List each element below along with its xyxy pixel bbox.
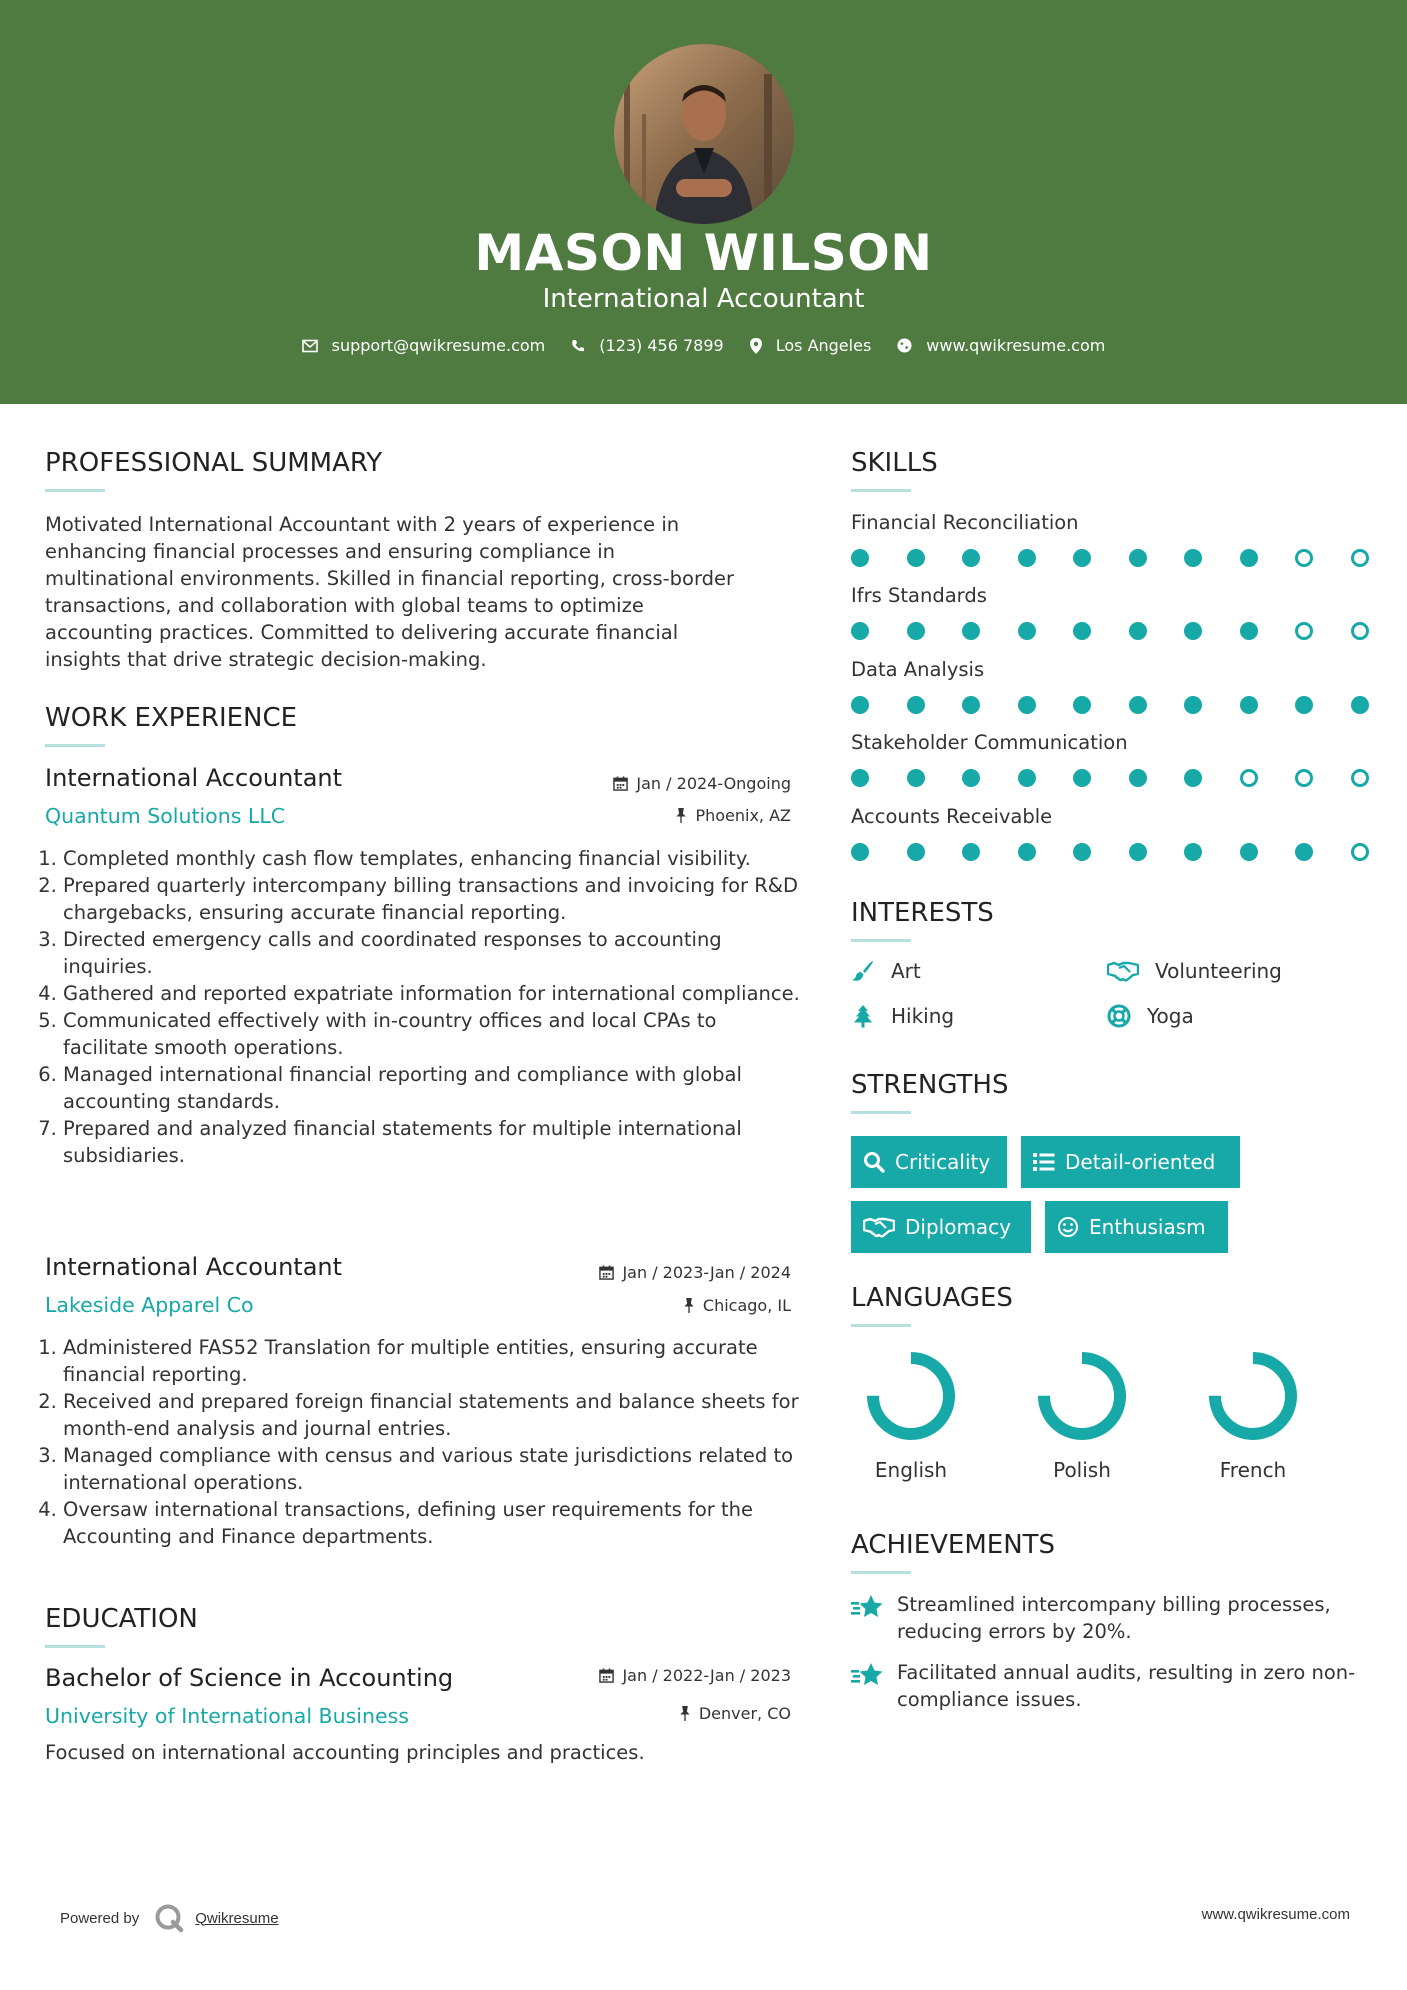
education-location <box>679 1704 791 1723</box>
tree-icon <box>851 1004 875 1028</box>
contact-location-text: Los Angeles <box>775 336 872 355</box>
skill-dot-filled <box>1351 696 1369 714</box>
skill-dot-filled <box>907 622 925 640</box>
interest-label: Art <box>891 959 921 983</box>
envelope-icon <box>302 339 318 353</box>
skill-name: Financial Reconciliation <box>851 511 1079 534</box>
skill-dot-filled <box>1073 622 1091 640</box>
interest-label: Volunteering <box>1155 959 1282 983</box>
handshake-icon <box>1107 960 1139 982</box>
pushpin-icon <box>679 1706 691 1721</box>
strength-criticality <box>851 1136 1007 1188</box>
language-ring <box>1203 1346 1303 1446</box>
skill-dot-empty <box>1295 769 1313 787</box>
job-title: International Accountant <box>45 1253 343 1281</box>
summary-line: Motivated International Accountant with 2 years of experience in <box>45 513 680 536</box>
job-responsibilities <box>45 845 805 1169</box>
strength-detail-oriented <box>1021 1136 1240 1188</box>
calendar-icon <box>599 1265 614 1280</box>
skill-dot-filled <box>962 549 980 567</box>
contact-email-text: support@qwikresume.com <box>331 336 546 355</box>
languages-heading: LANGUAGES <box>851 1283 1013 1313</box>
contact-website-text: www.qwikresume.com <box>926 336 1106 355</box>
list-item: 1. Completed monthly cash flow templates, enhancing financial visibility. <box>63 845 805 872</box>
skill-dot-filled <box>1129 769 1147 787</box>
qwikresume-logo-icon <box>153 1902 185 1934</box>
star-icon <box>851 1593 885 1621</box>
skill-dot-filled <box>1129 843 1147 861</box>
skill-dot-filled <box>851 622 869 640</box>
education-heading: EDUCATION <box>45 1604 198 1634</box>
language-level-arc <box>873 1358 949 1434</box>
skill-dot-filled <box>1240 696 1258 714</box>
summary-heading: PROFESSIONAL SUMMARY <box>45 448 383 478</box>
strength-label: Enthusiasm <box>1089 1215 1206 1239</box>
skill-rating <box>851 843 1365 863</box>
skill-dot-empty <box>1351 769 1369 787</box>
list-item: 5. Communicated effectively with in-country offices and local CPAs to facilitate smooth operations. <box>63 1007 805 1061</box>
strength-label: Diplomacy <box>905 1215 1012 1239</box>
interest-art <box>851 959 921 983</box>
language-level-arc <box>1215 1358 1291 1434</box>
skill-dot-filled <box>907 696 925 714</box>
summary-line: multinational environments. Skilled in financial reporting, cross-border <box>45 567 735 590</box>
education-description: Focused on international accounting principles and practices. <box>45 1741 645 1764</box>
achievement-text: Streamlined intercompany billing processes, reducing errors by 20%. <box>897 1593 1331 1643</box>
skill-name: Ifrs Standards <box>851 584 987 607</box>
experience-underline <box>45 744 105 747</box>
strength-label: Criticality <box>895 1150 991 1174</box>
language-ring <box>1032 1346 1132 1446</box>
education-dates-text: Jan / 2022-Jan / 2023 <box>622 1666 791 1685</box>
pushpin-icon <box>683 1298 695 1313</box>
footer-powered-by <box>60 1902 279 1934</box>
strength-label: Detail-oriented <box>1065 1150 1216 1174</box>
handshake-icon <box>863 1216 895 1238</box>
interests-underline <box>851 939 911 942</box>
header-banner <box>0 0 1407 404</box>
school-name: University of International Business <box>45 1704 409 1728</box>
phone-icon <box>571 339 585 353</box>
language-level-arc <box>1044 1358 1120 1434</box>
interests-heading: INTERESTS <box>851 898 994 928</box>
skill-rating <box>851 549 1365 569</box>
skill-dot-filled <box>1129 549 1147 567</box>
skill-dot-filled <box>1018 622 1036 640</box>
skills-underline <box>851 489 911 492</box>
skill-dot-filled <box>1184 769 1202 787</box>
list-item: 4. Oversaw international transactions, defining user requirements for the Accounting and Finance departments. <box>63 1496 805 1550</box>
profile-photo-image <box>614 44 794 224</box>
qwikresume-link[interactable]: Qwikresume <box>195 1909 279 1927</box>
skill-dot-filled <box>1073 696 1091 714</box>
job-company: Lakeside Apparel Co <box>45 1293 254 1317</box>
skill-dot-filled <box>1073 769 1091 787</box>
pushpin-icon <box>675 808 687 823</box>
powered-by-label: Powered by <box>60 1909 140 1927</box>
strengths-underline <box>851 1111 911 1114</box>
list-item: 3. Managed compliance with census and various state jurisdictions related to international operations. <box>63 1442 805 1496</box>
list-item: 2. Prepared quarterly intercompany billing transactions and invoicing for R&D chargebacks, ensuring accurate financial reporting. <box>63 872 805 926</box>
job-dates-text: Jan / 2024-Ongoing <box>636 774 791 793</box>
skill-dot-filled <box>1018 843 1036 861</box>
skill-dot-filled <box>907 549 925 567</box>
achievement-item <box>851 1659 1371 1713</box>
candidate-title: International Accountant <box>542 284 865 314</box>
skill-dot-filled <box>1073 549 1091 567</box>
skill-dot-empty <box>1240 769 1258 787</box>
language-ring <box>861 1346 961 1446</box>
skill-dot-empty <box>1295 622 1313 640</box>
skill-dot-filled <box>962 622 980 640</box>
skill-dot-filled <box>1018 549 1036 567</box>
contact-bar <box>0 336 1407 355</box>
skill-name: Stakeholder Communication <box>851 731 1128 754</box>
interest-yoga <box>1107 1004 1194 1028</box>
skill-dot-filled <box>907 769 925 787</box>
job-dates-text: Jan / 2023-Jan / 2024 <box>622 1263 791 1282</box>
skill-dot-filled <box>1184 549 1202 567</box>
contact-phone-text: (123) 456 7899 <box>599 336 724 355</box>
skill-rating <box>851 622 1365 642</box>
skill-name: Accounts Receivable <box>851 805 1053 828</box>
skill-dot-filled <box>962 769 980 787</box>
experience-heading: WORK EXPERIENCE <box>45 703 298 733</box>
paintbrush-icon <box>851 959 875 983</box>
skill-dot-filled <box>851 843 869 861</box>
job-location-text: Phoenix, AZ <box>695 806 791 825</box>
contact-website[interactable] <box>897 336 1105 355</box>
job-company: Quantum Solutions LLC <box>45 804 286 828</box>
strength-enthusiasm <box>1045 1201 1228 1253</box>
contact-email[interactable] <box>302 336 546 355</box>
skills-heading: SKILLS <box>851 448 938 478</box>
skill-dot-filled <box>1295 696 1313 714</box>
map-marker-icon <box>750 338 762 354</box>
list-item: 1. Administered FAS52 Translation for multiple entities, ensuring accurate financial reporting. <box>63 1334 805 1388</box>
achievement-text: Facilitated annual audits, resulting in zero non-compliance issues. <box>897 1661 1356 1711</box>
skill-dot-filled <box>1184 696 1202 714</box>
skill-rating <box>851 696 1365 716</box>
achievements-heading: ACHIEVEMENTS <box>851 1530 1056 1560</box>
list-item: 4. Gathered and reported expatriate information for international compliance. <box>63 980 805 1007</box>
skill-dot-filled <box>851 549 869 567</box>
summary-line: insights that drive strategic decision-making. <box>45 648 487 671</box>
education-underline <box>45 1645 105 1648</box>
calendar-icon <box>613 776 628 791</box>
skill-dot-filled <box>1184 622 1202 640</box>
job-location <box>683 1296 791 1315</box>
footer-website[interactable]: www.qwikresume.com <box>1201 1906 1350 1923</box>
skill-dot-filled <box>1184 843 1202 861</box>
list-item: 6. Managed international financial reporting and compliance with global accounting standards. <box>63 1061 805 1115</box>
calendar-icon <box>599 1668 614 1683</box>
languages-underline <box>851 1324 911 1327</box>
list-item: 7. Prepared and analyzed financial statements for multiple international subsidiaries. <box>63 1115 805 1169</box>
summary-text <box>45 511 805 673</box>
skill-dot-filled <box>1240 549 1258 567</box>
summary-underline <box>45 489 105 492</box>
job-responsibilities <box>45 1334 805 1550</box>
skill-dot-filled <box>1129 622 1147 640</box>
skill-dot-empty <box>1351 843 1369 861</box>
star-icon <box>851 1661 885 1689</box>
skill-dot-filled <box>1129 696 1147 714</box>
skill-dot-filled <box>1018 696 1036 714</box>
globe-icon <box>897 338 912 353</box>
list-icon <box>1033 1152 1055 1172</box>
skill-rating <box>851 769 1365 789</box>
degree-title: Bachelor of Science in Accounting <box>45 1664 454 1692</box>
search-icon <box>863 1151 885 1173</box>
job-dates <box>599 1263 791 1282</box>
skill-dot-filled <box>962 696 980 714</box>
education-location-text: Denver, CO <box>698 1704 791 1723</box>
list-item: 3. Directed emergency calls and coordinated responses to accounting inquiries. <box>63 926 805 980</box>
summary-line: transactions, and collaboration with global teams to optimize <box>45 594 644 617</box>
interest-volunteering <box>1107 959 1282 983</box>
smile-icon <box>1057 1216 1079 1238</box>
job-location-text: Chicago, IL <box>702 1296 791 1315</box>
profile-photo <box>614 44 794 224</box>
job-location <box>675 806 791 825</box>
skill-dot-empty <box>1351 622 1369 640</box>
skill-dot-empty <box>1295 549 1313 567</box>
interest-hiking <box>851 1004 954 1028</box>
skill-dot-filled <box>851 769 869 787</box>
skill-dot-filled <box>1240 622 1258 640</box>
candidate-name: MASON WILSON <box>474 224 933 282</box>
skill-dot-empty <box>1351 549 1369 567</box>
education-dates <box>599 1666 791 1685</box>
achievement-item <box>851 1591 1371 1645</box>
job-dates <box>613 774 791 793</box>
list-item: 2. Received and prepared foreign financial statements and balance sheets for month-end analysis and journal entries. <box>63 1388 805 1442</box>
language-label: English <box>874 1458 948 1482</box>
contact-location <box>750 336 872 355</box>
skill-name: Data Analysis <box>851 658 985 681</box>
strengths-heading: STRENGTHS <box>851 1070 1009 1100</box>
skill-dot-filled <box>851 696 869 714</box>
strength-diplomacy <box>851 1201 1031 1253</box>
skill-dot-filled <box>962 843 980 861</box>
contact-phone[interactable] <box>571 336 723 355</box>
lifebuoy-icon <box>1107 1004 1131 1028</box>
job-title: International Accountant <box>45 764 343 792</box>
skill-dot-filled <box>1073 843 1091 861</box>
achievements-underline <box>851 1571 911 1574</box>
summary-line: accounting practices. Committed to delivering accurate financial <box>45 621 679 644</box>
language-label: French <box>1219 1458 1287 1482</box>
skill-dot-filled <box>907 843 925 861</box>
skill-dot-filled <box>1240 843 1258 861</box>
skill-dot-filled <box>1295 843 1313 861</box>
interest-label: Hiking <box>891 1004 955 1028</box>
language-label: Polish <box>1053 1458 1111 1482</box>
interest-label: Yoga <box>1147 1004 1194 1028</box>
summary-line: enhancing financial processes and ensuring compliance in <box>45 540 616 563</box>
skill-dot-filled <box>1018 769 1036 787</box>
